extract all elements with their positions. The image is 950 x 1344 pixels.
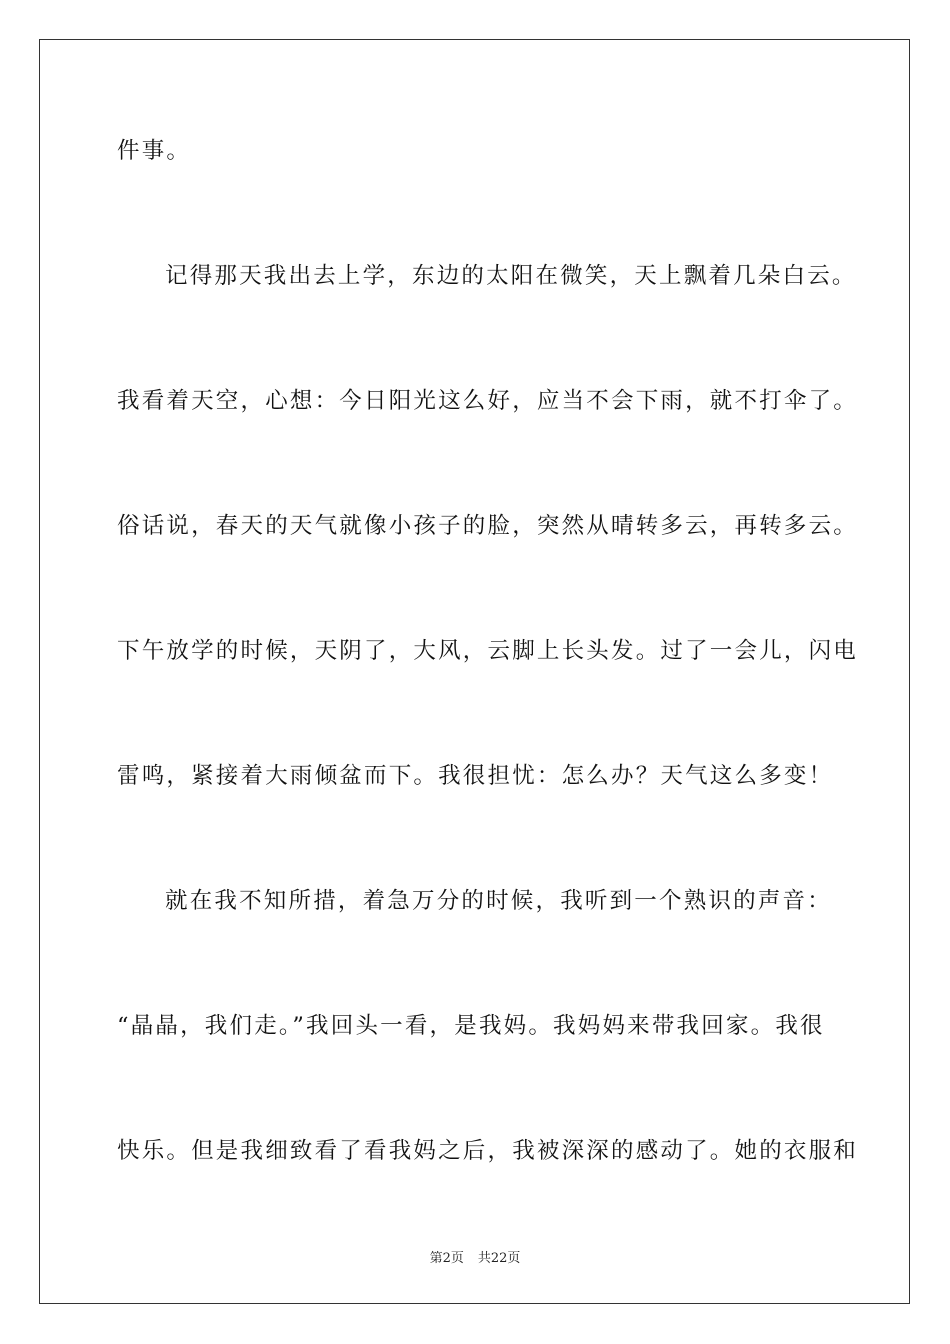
text-line: “晶晶，我们走。”我回头一看，是我妈。我妈妈来带我回家。我很	[117, 1013, 825, 1039]
text-line: 雷鸣，紧接着大雨倾盆而下。我很担忧：怎么办？天气这么多变！	[117, 763, 834, 789]
text-line: 我看着天空，心想：今日阳光这么好，应当不会下雨，就不打伞了。	[117, 388, 859, 414]
page-number: 第2页	[429, 1251, 464, 1266]
blank-line	[117, 313, 837, 376]
text-line: 就在我不知所措，着急万分的时候，我听到一个熟识的声音：	[165, 888, 832, 914]
blank-line	[117, 688, 837, 751]
text-line: 俗话说，春天的天气就像小孩子的脸，突然从晴转多云，再转多云。	[117, 513, 859, 539]
document-body	[117, 125, 859, 1188]
blank-line	[117, 938, 837, 1001]
blank-line	[117, 813, 837, 876]
text-line: 件事。	[117, 138, 192, 164]
blank-line	[117, 1063, 837, 1126]
page-footer	[0, 1247, 950, 1266]
blank-line	[117, 188, 837, 251]
text-line: 下午放学的时候，天阴了，大风，云脚上长头发。过了一会儿，闪电	[117, 638, 859, 664]
text-line: 快乐。但是我细致看了看我妈之后，我被深深的感动了。她的衣服和	[117, 1138, 859, 1164]
blank-line	[117, 438, 837, 501]
text-line: 记得那天我出去上学，东边的太阳在微笑，天上飘着几朵白云。	[165, 263, 857, 289]
blank-line	[117, 563, 837, 626]
total-pages: 共22页	[477, 1251, 521, 1266]
